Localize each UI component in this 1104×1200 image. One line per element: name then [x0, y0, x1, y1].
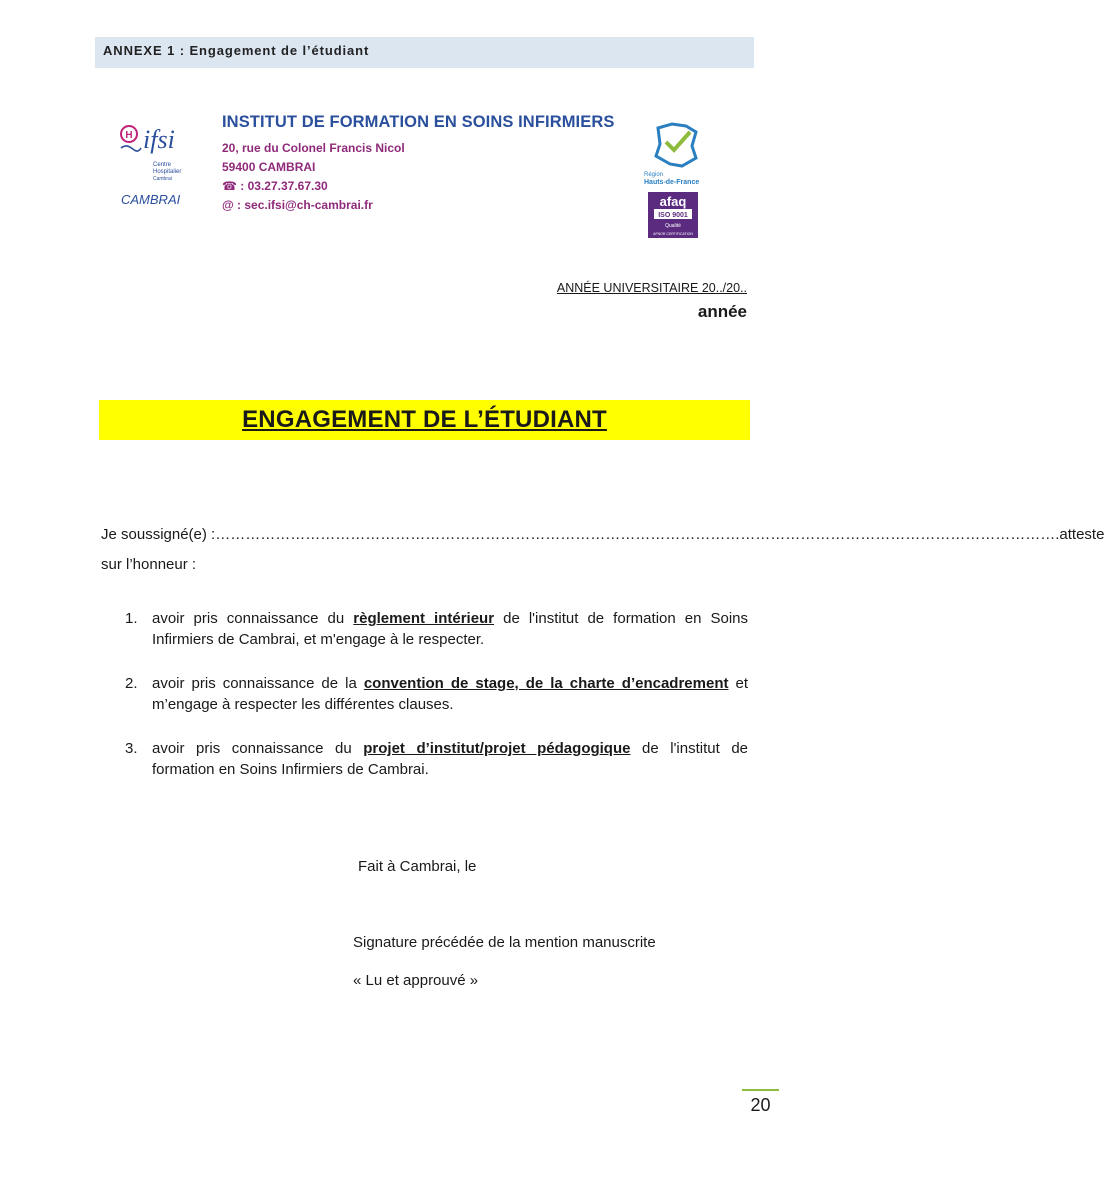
academic-year: ANNÉE UNIVERSITAIRE 20../20..: [556, 281, 747, 295]
document-title-banner: [99, 400, 750, 440]
ifsi-logo-sub-3: Cambrai: [153, 176, 172, 182]
region-logo-line2: Hauts-de-France: [644, 179, 700, 186]
region-logo-line1: Région: [644, 172, 664, 178]
afaq-standard: ISO 9001: [658, 212, 688, 219]
annex-label: ANNEXE 1 : Engagement de l’étudiant: [103, 43, 370, 58]
list-item-emphasis: projet d’institut/projet pédagogique: [363, 740, 631, 757]
institute-address-line2: 59400 CAMBRAI: [222, 160, 316, 174]
declaration-line2: sur l’honneur :: [101, 556, 197, 573]
signature-mention: « Lu et approuvé »: [353, 972, 479, 989]
list-item: [101, 608, 748, 650]
ifsi-logo-city: CAMBRAI: [121, 192, 181, 207]
list-item-number: 3.: [125, 740, 138, 757]
region-hauts-de-france-logo: [642, 118, 710, 188]
institute-address-line1: 20, rue du Colonel Francis Nicol: [222, 141, 405, 155]
page-number: 20: [750, 1095, 771, 1115]
list-item-text-before: avoir pris connaissance du: [152, 740, 364, 757]
list-item-text-before: avoir pris connaissance du: [152, 610, 354, 627]
afaq-footer: AFNOR CERTIFICATION: [653, 232, 693, 236]
afaq-logo-graphic: [648, 192, 698, 238]
name-fill-dots: ……………………………………………………………………………………………………………………………………………………: [215, 526, 1056, 543]
list-item-number: 1.: [125, 610, 138, 627]
declaration-prefix: Je soussigné(e) :: [101, 526, 216, 543]
annex-header-bar: [95, 37, 754, 68]
list-item-emphasis: règlement intérieur: [353, 610, 495, 627]
list-item: [101, 673, 748, 715]
list-item-number: 2.: [125, 675, 138, 692]
region-logo-graphic: [642, 118, 710, 188]
list-item-text-after: de l'institut de formation en Soins Infirmiers de Cambrai.: [152, 740, 749, 778]
ifsi-logo-sub-2: Hospitalier: [153, 169, 182, 175]
list-item: [101, 738, 748, 780]
commitment-list: [101, 608, 748, 803]
list-item-text-before: avoir pris connaissance de la: [152, 675, 364, 692]
ifsi-logo-sub-1: Centre: [153, 162, 172, 168]
institute-info: [222, 113, 614, 215]
ifsi-logo-graphic: [113, 118, 203, 213]
list-item-text-after: de l'institut de formation en Soins Infirmiers de Cambrai, et m'engage à le respecter.: [152, 610, 749, 648]
institute-phone: ☎ : 03.27.37.67.30: [222, 179, 328, 193]
signature-instruction: Signature précédée de la mention manuscrite: [353, 934, 656, 951]
ifsi-logo: [113, 118, 203, 213]
afaq-brand: afaq: [659, 194, 687, 209]
year-label: année: [697, 302, 747, 321]
declaration-suffix: .atteste: [1055, 526, 1104, 543]
institute-name: INSTITUT DE FORMATION EN SOINS INFIRMIERS: [222, 113, 615, 131]
ifsi-logo-h: H: [125, 130, 133, 141]
institute-email: @ : sec.ifsi@ch-cambrai.fr: [222, 198, 373, 212]
afaq-iso-logo: [648, 192, 698, 238]
list-item-emphasis: convention de stage, de la charte d’encadrement: [363, 675, 729, 692]
place-date-line: Fait à Cambrai, le: [358, 858, 477, 875]
ifsi-logo-wordmark: ifsi: [143, 125, 175, 154]
page-number-rule: [742, 1089, 779, 1091]
declaration-line: [101, 524, 1104, 545]
afaq-quality: Qualité: [665, 223, 681, 229]
document-title: ENGAGEMENT DE L’ÉTUDIANT: [242, 406, 607, 433]
list-item-text-after: et m’engage à respecter les différentes clauses.: [152, 675, 749, 713]
